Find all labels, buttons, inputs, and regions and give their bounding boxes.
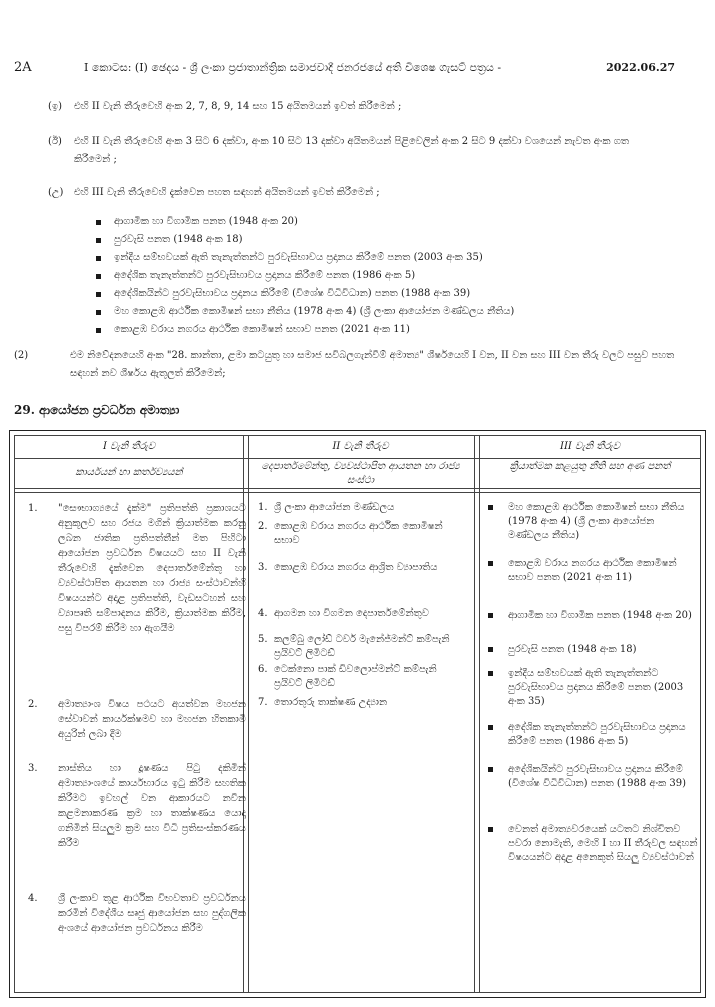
- para-label: (2): [14, 350, 29, 361]
- item-text: පුරවැසි පනත (1948 අංක 18): [508, 644, 637, 655]
- bullet: [488, 561, 493, 566]
- col-sub-3: ක්‍රියාත්මක කළයුතු නීති සහ අණ පනත්: [509, 461, 671, 472]
- col2-item: [258, 663, 458, 691]
- col3-item: [488, 643, 698, 657]
- item-text: අදේශික තැනැත්තන්ට පුරවැසිභාවය ප්‍රදානය කිරීමේ පනත (1986 අංක 5): [508, 722, 686, 747]
- item-number: 4.: [258, 608, 268, 619]
- col-head-2: II වැනි තීරුව: [332, 441, 389, 452]
- para-label: (ඉ): [48, 101, 63, 112]
- item-text: අමාත්‍යාංශ විෂය පථයට අයත්වන මහජන සේවාවන් කාර්යක්ෂමව හා මහජන හිතකාමී අයුරින් ලබා දීම: [58, 699, 246, 740]
- bullet: [488, 767, 493, 772]
- bullet: [488, 505, 493, 510]
- list-item: ඉන්දීය සම්භවයක් ඇති තැනැත්තන්ට පුරවැසිභාවය ප්‍රදානය කිරීමේ පනත (2003 අංක 35): [96, 249, 514, 267]
- col2-item: [258, 696, 458, 710]
- col3-item: [488, 721, 698, 749]
- section-title: 29. ආයෝජන ප්‍රවර්ධන අමාත්‍යා: [14, 403, 180, 417]
- item-number: 2.: [28, 699, 38, 710]
- item-text: වෙනත් අමාත්‍යවරයෙක් යටතට නිශ්චිතව පවරා නොමැති, මෙහි I හා II තීරුවල සඳහන් විෂයයන්ට අදාළ අනෙකුත් සියලු ව්‍යවස්ථාවන්: [508, 824, 698, 863]
- col2-item: [258, 633, 458, 661]
- col2-item: [258, 607, 458, 621]
- col-head-1: I වැනි තීරුව: [102, 441, 156, 452]
- item-number: 4.: [28, 893, 38, 904]
- col3-item: [488, 763, 698, 791]
- para-label: (උ): [48, 187, 64, 198]
- item-number: 7.: [258, 697, 268, 708]
- col-sub-2: දෙපාර්තමේන්තු, ව්‍යවස්ථාපිත ආයතන හා රාජ්‍ය සංස්ථා: [261, 461, 460, 486]
- col1-item: [28, 697, 246, 742]
- para-label: (ඊ): [48, 136, 62, 147]
- item-text: නාස්තිය හා දූෂණය පිටු දකිමින් අමාත්‍යාංශයේ කාර්යභාරය ඉටු කිරීම සහතික කිරීමට ඉවහල් වන ආකාරයට නවීන කළමනාකරණ ක්‍රම හා තාක්ෂණය යොදා ගනිමින් සියලුම ක්‍රම සහ විධි ප්‍රතිසංස්කරණය කිරීම: [58, 763, 246, 849]
- col3-item: [488, 667, 698, 709]
- col3-item: [488, 823, 698, 865]
- para-text: එහි III වැනි තීරුවෙහි දැක්වෙන පහත සඳහන් අයිතමයන් ඉවත් කිරීමෙන් ;: [74, 187, 380, 198]
- para-text: එහි II වැනි තීරුවෙහි අංක 3 සිට 6 දක්වා, අංක 10 සිට 13 දක්වා අයිතමයන් පිළිවෙලින් අංක 2 සිට 9 දක්වා වශයෙන් නැවත අංක ගත කිරීමෙන් ;: [74, 136, 629, 165]
- list-item: කොළඹ වරාය නගරය ආර්ථික කොමිෂන් සභාව පනත (2021 අංක 11): [96, 321, 514, 339]
- item-text: කොළඹ වරාය නගරය ආර්ථික කොමිෂන් සභාව: [274, 521, 443, 546]
- col2-item: [258, 561, 458, 575]
- item-text: ඉන්දීය සම්භවයක් ඇති තැනැත්තන්ට පුරවැසිභාවය ප්‍රදානය කිරීමේ පනත (2003 අංක 35): [508, 668, 684, 707]
- item-text: තොරතුරු තාක්ෂණ උද්‍යාන: [274, 697, 388, 708]
- item-text: මහ කොළඹ ආර්ථික කොමිෂන් සභා නීතිය (1978 අංක 4) (ශ්‍රී ලංකා ආයෝජන මණ්ඩලය නීතිය): [508, 502, 685, 541]
- item-text: ආගාමික හා විගාමික පනත (1948 අංක 20): [508, 610, 692, 621]
- bullet: [488, 827, 493, 832]
- para-iii: [48, 184, 658, 202]
- item-number: 6.: [258, 664, 268, 675]
- bullet: [488, 613, 493, 618]
- col3-item: [488, 557, 698, 585]
- para-2: [14, 347, 694, 383]
- ministry-table: [9, 430, 706, 998]
- col2-item: [258, 520, 458, 548]
- para-ii: [48, 133, 658, 169]
- item-text: කොළඹ වරාය නගරය ආර්ථික කොමිෂන් සභාව පනත (2021 අංක 11): [508, 558, 677, 583]
- item-number: 5.: [258, 634, 268, 645]
- item-number: 1.: [28, 503, 38, 514]
- bullet: [488, 671, 493, 676]
- item-text: කොළඹ වරාය නගරය ආශ්‍රිත ව්‍යාපාතිය: [274, 562, 438, 573]
- list-item: ආගාමික හා විගාමික පනත (1948 අංක 20): [96, 213, 514, 231]
- list-item: අදේශික තැනැත්තන්ට පුරවැසිභාවය ප්‍රදානය කිරීමේ පනත (1986 අංක 5): [96, 267, 514, 285]
- bullet: [488, 647, 493, 652]
- list-item: අදේශිකයින්ට පුරවැසිභාවය ප්‍රදානය කිරීමේ (විශේෂ විධිවිධාන) පනත (1988 අංක 39): [96, 285, 514, 303]
- page-header: [14, 60, 675, 78]
- item-number: 1.: [258, 502, 268, 513]
- item-number: 3.: [258, 562, 268, 573]
- row-divider: [15, 488, 700, 493]
- gazette-title: I කොටස: (I) ඡෙදය - ශ්‍රී ලංකා ප්‍රජාතාන්ත්‍රික සමාජවාදී ජනරජයේ අති විශෙෂ ගැසට් පත්‍රය -: [84, 61, 502, 74]
- item-text: ශ්‍රී ලංකා ආයෝජන මණ්ඩලය: [274, 502, 395, 513]
- col1-item: [28, 891, 246, 936]
- col3-item: [488, 501, 698, 543]
- col-head-3: III වැනි තීරුව: [560, 441, 620, 452]
- bullet: [488, 725, 493, 730]
- row-divider: [15, 458, 700, 459]
- item-text: ආගමන හා විගමන දෙපාර්තමේන්තුව: [274, 608, 429, 619]
- list-item: පුරවැසි පනත (1948 අංක 18): [96, 231, 514, 249]
- item-text: කලම්බු ලෝඩ් ටවර් මැනේජ්මන්ට් කම්පැනි ප්‍රයිවට් ලිමිටඩ්: [274, 634, 450, 659]
- item-text: "සෞභාග්‍යයේ දැක්ම" ප්‍රතිපත්ති ප්‍රකාශයට අනුකූලව සහ රජය මගින් ක්‍රියාත්මක කරනු ලබන ජාතික ප්‍රතිපත්තීන් මත පිහිටා ආයෝජන ප්‍රවර්ධන විෂයයට සහ II වැනි තීරුවෙහි දැක්වෙන දෙපාර්තමේන්තු හා ව්‍යවස්ථාපිත ආයතන හා රාජ්‍ය සංස්ථාවන්හි විෂයයන්ට අදාළ ප්‍රතිපත්ති, වැඩසටහන් සහ ව්‍යාපෘති සම්පාදනය කිරීම, ක්‍රියාත්මක කිරීම, පසු විපරම් කිරීම හා ඇගයීම: [58, 503, 246, 634]
- para-i: [48, 98, 658, 116]
- item-text: ටෙක්නො පාක් ඩිවලොප්මන්ට් කම්පැනි ප්‍රයිවට් ලිමිටඩ්: [274, 664, 437, 689]
- item-text: ශ්‍රී ලංකාව තුළ ආර්ථික විභවතාව ප්‍රවර්ධනය කරමින් විදේශීය සෘජු ආයෝජන සහ පුද්ගලික අංශයේ ආයෝජන ප්‍රවර්ධනය කිරීම: [58, 893, 246, 934]
- list-item: මහ කොළඹ ආර්ථික කොමිෂන් සභා නීතිය (1978 අංක 4) (ශ්‍රී ලංකා ආයෝජන මණ්ඩලය නීතිය): [96, 303, 514, 321]
- item-number: 2.: [258, 521, 268, 532]
- col1-item: [28, 761, 246, 851]
- col3-item: [488, 609, 698, 623]
- para-text: එම නිවේදනයෙහි අංක "28. කාන්තා, ළමා කටයුතු හා සමාජ සවිබලගැන්වීම් අමාත්‍ය" ශීර්ෂයෙහි I වන, II වන සහ III වන තීරු වලට පසුව පහත සඳහන් නව ශීර්ෂය ඇතුලත් කිරීමෙන්;: [70, 350, 675, 379]
- page-number: 2A: [14, 60, 32, 75]
- removed-items-list: [96, 213, 514, 339]
- gazette-date: 2022.06.27: [606, 61, 675, 74]
- item-text: අදේශිකයින්ට පුරවැසිභාවය ප්‍රදානය කිරීමේ (විශේෂ විධිවිධාන) පනත (1988 අංක 39): [508, 764, 687, 789]
- col1-item: [28, 501, 246, 636]
- col2-item: [258, 501, 458, 515]
- item-number: 3.: [28, 763, 38, 774]
- column-divider: [474, 436, 480, 992]
- para-text: එහි II වැනි තීරුවෙහි අංක 2, 7, 8, 9, 14 සහ 15 අයිතමයන් ඉවත් කිරීමෙන් ;: [74, 101, 402, 112]
- col-sub-1: කාර්යයන් හා කර්තව්‍යයන්: [75, 467, 183, 478]
